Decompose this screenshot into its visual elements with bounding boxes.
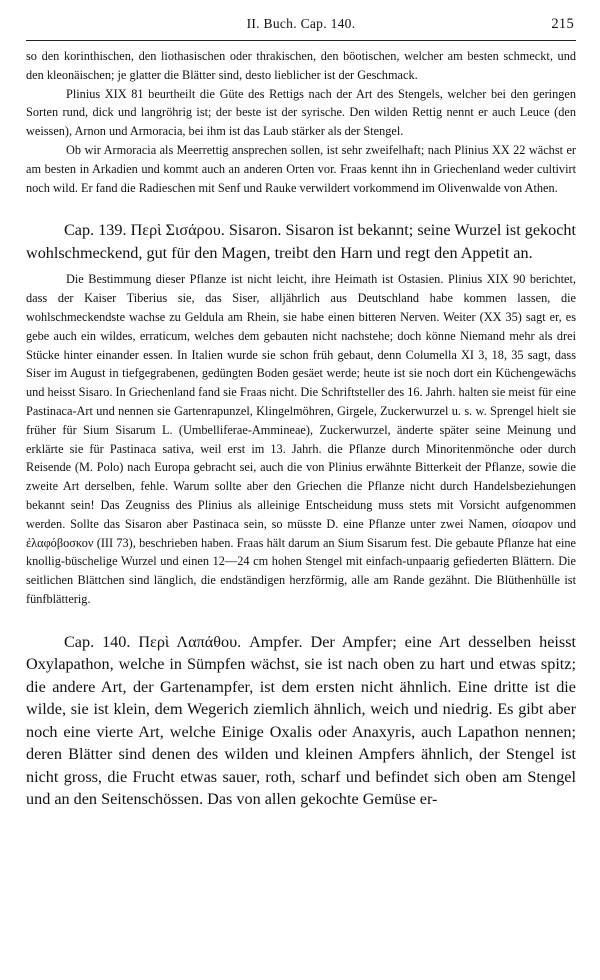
chapter-140-heading [26,631,576,811]
chapter-139-commentary [26,270,576,608]
header-rule [26,40,576,41]
paragraph-plinius-rettig: Plinius XIX 81 beurtheilt die Güte des Rettigs nach der Art des Stengels, welcher bei den geringen Sorten rund, dick und langröhrig ist; der beste ist der syrische. Den wilden Rettig nennt er auch Leuce (den weissen), Arnon und Armoracia, bei ihm ist das Laub stärker als der Stengel. [26,86,576,139]
section-gap [26,609,576,619]
top-commentary [26,47,576,197]
paragraph-armoracia: Ob wir Armoracia als Meerrettig ansprechen sollen, ist sehr zweifelhaft; nach Plinius XX 22 wächst er am besten in Arkadien und kommt auch an anderen Orten vor. Fraas kennt ihn in Griechenland weder cultivirt noch wild. Er fand die Radieschen mit Senf und Rauke verwildert vorkommend im Olivenwalde von Athen. [26,142,576,195]
chapter-139-commentary-text: Die Bestimmung dieser Pflanze ist nicht leicht, ihre Heimath ist Ostasien. Plinius XIX 90 berichtet, dass der Kaiser Tiberius sie, das Siser, alljährlich aus Deutschland habe kommen lassen, die wohlschmeckendste wachse zu Geldula am Rhein, sie habe einen bitteren Nerven. Weiter (XX 35) sagt er, es gebe auch ein wildes, erraticum, welches dem gebauten nicht nachstehe; doch könne Niemand mehr als drei Stücke hinter einander essen. In Italien wurde sie schon früh gebaut, denn Columella XI 3, 18, 35 sagt, dass Siser im August in tiefgegrabenen, gedüngten Boden gesäet werde; heute ist sie noch dort ein Küchengewächs und heisst Sisaro. In Griechenland fand sie Fraas nicht. Die Schriftsteller des 16. Jahrh. halten sie meist für eine Pastinaca-Art und nennen sie Gartenrapunzel, Klingelmöhren, Girgele, Zuckerwurzel u. s. w. Sprengel hielt sie früher für Sium Sisarum L. (Umbelliferae-Ammineae), Zuckerwurzel, änderte später seine Meinung und erklärte sie für Pastinaca sativa, weil erst im 13. Jahrh. die Pflanze durch Minoritenmönche oder durch Reisende (M. Polo) nach Europa gebracht sei, auch die von Plinius erwähnte Bitterkeit der Pflanze, sowie die zweite Art derselben, fehle. Warum sollte aber den Griechen die Pflanze nicht durch Handelsbeziehungen bekannt sein! Das Zeugniss des Plinius als alleinige Entscheidung muss stets mit Vorsicht aufgenommen werden. Sollte das Sisaron aber Pastinaca sein, so müsste D. eine Pflanze unter zwei Namen, σίσαρον und ἐλαφόβοσκον (III 73), beschrieben haben. Fraas hält darum an Sium Sisarum fest. Die gebaute Pflanze hat eine knollig-büschelige Wurzel und einen 12—24 cm hohen Stengel mit einfach-unpaarig gefiederten Blättern. Die seitlichen Blättchen sind länglich, die endständigen herzförmig, alle am Rande gezähnt. Die Blüthenhülle ist fünfblätterig. [26,272,576,606]
paragraph-continuation: so den korinthischen, den liothasischen oder thrakischen, den böotischen, welcher am besten schmeckt, und den kleonäischen; je glatter die Blätter sind, desto lieblicher ist der Geschmack. [26,49,576,82]
chapter-139-heading [26,219,576,264]
page-number: 215 [551,16,574,32]
running-title: II. Buch. Cap. 140. [246,16,356,31]
chapter-140-heading-text: Cap. 140. Περὶ Λαπάθου. Ampfer. Der Ampfer; eine Art desselben heisst Oxylapathon, welche in Sümpfen wächst, sie ist nach oben zu hart und etwas spitz; die andere Art, der Gartenampfer, ist dem ersten nicht ähnlich. Eine dritte ist die wilde, sie ist klein, dem Wegerich ziemlich ähnlich, weich und niedrig. Es gibt aber noch eine vierte Art, welche Einige Oxalis oder Anaxyris, auch Lapathon nennen; deren Blätter sind denen des wilden und kleinen Ampfers ähnlich, der Stengel ist nicht gross, die Frucht etwas sauer, roth, scharf und befindet sich oben am Stengel und an den Seitenschössen. Das von allen gekochte Gemüse er- [26,632,576,809]
running-head [26,12,576,36]
chapter-139-heading-text: Cap. 139. Περὶ Σισάρου. Sisaron. Sisaron ist bekannt; seine Wurzel ist gekocht wohlschmeckend, gut für den Magen, treibt den Harn und regt den Appetit an. [26,221,576,262]
section-gap [26,197,576,207]
